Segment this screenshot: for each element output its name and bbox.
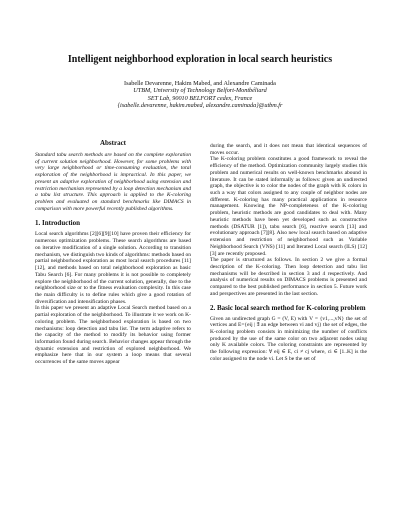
paper-title: Intelligent neighborhood exploration in local search heuristics xyxy=(67,54,333,65)
intro-paragraph-1: Local search algorithms [2][6][9][10] have proven their efficiency for numerous optimization problems. These search algorithms are based on iterative modification of a single solution. According to transition mechanism, we distinguish two kinds of algorithms: methods based on partial neighborhood exploration as most local search procedures [11][12], and methods based on total neighborhood exploration as basic Tabu Search [6]. For many problems it is not possible to completely explore the neighborhood of the current solution, generally, due to the neighborhood size or to the fitness evaluation complexity. In this case the main difficulty is to define rules which give a good rotation of diversification and intensification phases. xyxy=(35,231,191,305)
left-column xyxy=(35,139,191,511)
intro-paragraph-2-continued: during the search, and it does not mean that identical sequences of moves occur. xyxy=(210,143,367,156)
intro-paragraph-3: The K-coloring problem constitutes a good framework to reveal the efficiency of the method. Optimization community largely studies this problem and numerical results on well-known benchmarks abound in literature. It can be stated informally as follows: given an undirected graph, the objective is to color the nodes of the graph with K colors in such a way that colors assigned to any couple of neighbor nodes are different. K-coloring has many practical applications in resource management. Knowing the NP-completeness of the K-coloring problem, heuristic methods are good candidates to deal with. Many heuristic methods have been yet developed such as constructive methods (DSATUR [1]), tabu search [6], reactive search [13] and evolutionary approach [7][8]. Also new local search based on adaptive extension and restriction of neighborhood such as Variable Neighborhood Search (VNS) [11] and Iterated Local search (ILS) [12][3] are recently proposed. xyxy=(210,156,367,257)
abstract-heading: Abstract xyxy=(99,139,127,147)
section-heading-basic-local-search: 2. Basic local search method for K-coloring problem xyxy=(210,303,366,312)
intro-paragraph-2: In this paper we present an adaptive Local Search method based on a partial exploration of the neighborhood. To illustrate it we work on K-coloring problem. The neighborhood exploration is based on two mechanisms: loop detection and tabu list. The term adaptive refers to the capacity of the method to modify its behavior using former information found during search. Behavior changes appear through the dynamic extension and restriction of explored neighborhood. We emphasize here that in our system a loop means that several occurrences of the same moves appear xyxy=(35,305,191,366)
section-heading-introduction: 1. Introduction xyxy=(35,219,80,228)
author-names: Isabelle Devarenne, Hakim Mabed, and Alexandre Caminada xyxy=(124,80,276,87)
right-column xyxy=(210,143,367,515)
section2-paragraph-1: Given an undirected graph G = (V, E) with V = {v1,...,vN} the set of vertices and E={eij | ∃ an edge between vi and vj} the set of edges, the K-coloring problem consists in minimizing the number of conflicts produced by the use of the same color on two adjacent nodes using only K available colors. The coloring constraints are represented by the following expression: ∀ eij ∈ E, ci ≠ cj where, ci ∈ [1..K] is the color assigned to the node vi. Let S be the set of xyxy=(210,315,367,362)
author-block xyxy=(60,80,340,110)
intro-paragraph-4: The paper is structured as follows. In section 2 we give a formal description of the K-coloring. Then loop detection and tabu list mechanisms will be described in section 3 and 4 respectively. And analysis of numerical results on DIMACS problems is presented and compared to the best published performance in section 5. Future work and perspectives are presented in the last section. xyxy=(210,257,367,297)
affiliation-line-1: UTBM, University of Technology Belfort-Montbéliard xyxy=(133,87,267,95)
affiliation-line-2: SET Lab, 90010 BELFORT cedex, France xyxy=(147,94,253,102)
author-emails: {isabelle.devarenne, hakim.mabed, alexandre.caminada}@utbm.fr xyxy=(117,102,283,110)
abstract-body: Standard tabu search methods are based on the complete exploration of current solution neighborhood. However, for some problems with very large neighborhood or time-consuming evaluation, the total exploration of the neighborhood is impractical. In this paper, we present an adaptive exploration of neighborhood using extension and restriction mechanism represented by a loop detection mechanism and a tabu list structure. This approach is applied to the K-coloring problem and evaluated on standard benchmarks like DIMACS in comparison with more powerful recently published algorithms. xyxy=(35,152,191,212)
